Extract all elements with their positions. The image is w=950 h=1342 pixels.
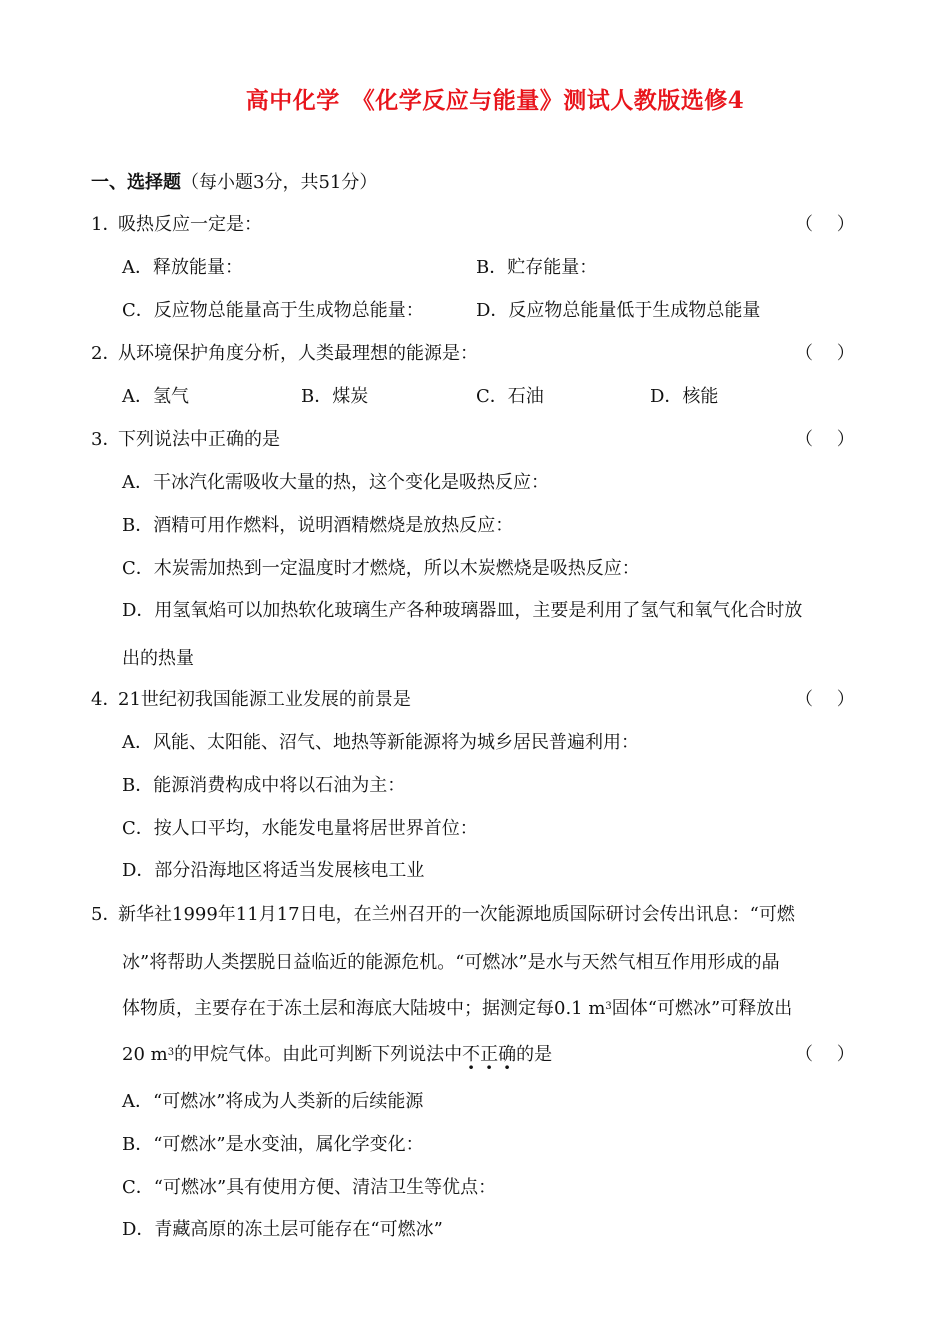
question-2-options — [0, 385, 950, 409]
option-d: D．部分沿海地区将适当发展核电工业 — [122, 860, 425, 881]
option-d: D．反应物总能量低于生成物总能量 — [476, 300, 761, 321]
question-5-line-3 — [122, 997, 792, 1021]
question-2 — [0, 342, 950, 366]
question-number: 3． — [91, 429, 121, 450]
option-a: A．氢气 — [122, 386, 189, 407]
superscript: 3 — [167, 1047, 175, 1058]
answer-blank: （ ） — [795, 343, 855, 364]
question-text: 固体“可燃冰”可释放出 — [611, 998, 793, 1019]
question-1-options-row-1 — [0, 256, 950, 280]
option-b: B．贮存能量： — [476, 257, 598, 278]
option-a: A．风能、太阳能、沼气、地热等新能源将为城乡居民普遍利用： — [122, 732, 639, 753]
answer-blank: （ ） — [795, 1044, 855, 1065]
option-d: D．用氢氧焰可以加热软化玻璃生产各种玻璃器皿，主要是利用了氢气和氧气化合时放 — [122, 600, 803, 621]
answer-blank: （ ） — [795, 689, 855, 710]
question-5-line-1 — [0, 903, 950, 927]
section-heading-label: 一、选择题 — [91, 172, 181, 193]
option-b: B．酒精可用作燃料，说明酒精燃烧是放热反应： — [122, 515, 514, 536]
option-c: C．石油 — [476, 386, 544, 407]
page-title: 高中化学 《化学反应与能量》测试人教版选修4 — [245, 87, 745, 114]
question-text: 从环境保护角度分析，人类最理想的能源是： — [118, 343, 478, 364]
question-4 — [0, 688, 950, 712]
question-text — [122, 1043, 552, 1067]
option-c: C．“可燃冰”具有使用方便、清洁卫生等优点： — [122, 1177, 497, 1198]
emphasis-char: 正 — [480, 1044, 499, 1065]
section-heading-note: （每小题3分，共51分） — [181, 172, 378, 193]
question-number: 1． — [91, 214, 121, 235]
question-number: 5． — [91, 904, 121, 925]
question-5-line-2: 冰”将帮助人类摆脱日益临近的能源危机。“可燃冰”是水与天然气相互作用形成的晶 — [122, 952, 780, 973]
question-text: 的甲烷气体。由此可判断下列说法中 — [174, 1044, 463, 1065]
emphasis-char: 确 — [498, 1044, 517, 1065]
option-b: B．煤炭 — [301, 386, 369, 407]
option-c: C．按人口平均，水能发电量将居世界首位： — [122, 818, 478, 839]
answer-blank: （ ） — [795, 214, 855, 235]
question-text: 21世纪初我国能源工业发展的前景是 — [118, 689, 411, 710]
question-text: 体物质，主要存在于冻土层和海底大陆坡中；据测定每0.1 m — [122, 998, 606, 1019]
question-text: 20 m — [122, 1044, 168, 1065]
section-heading — [91, 171, 377, 195]
question-text: 的是 — [516, 1044, 553, 1065]
question-number: 2． — [91, 343, 121, 364]
question-text: 下列说法中正确的是 — [118, 429, 280, 450]
option-d: D．核能 — [650, 386, 719, 407]
question-text: 吸热反应一定是： — [118, 214, 262, 235]
option-d: D．青藏高原的冻土层可能存在“可燃冰” — [122, 1219, 443, 1240]
question-3 — [0, 428, 950, 452]
option-c: C．木炭需加热到一定温度时才燃烧，所以木炭燃烧是吸热反应： — [122, 558, 640, 579]
option-d-continuation: 出的热量 — [122, 648, 194, 669]
question-1 — [0, 213, 950, 237]
option-a: A．“可燃冰”将成为人类新的后续能源 — [122, 1091, 424, 1112]
option-c: C．反应物总能量高于生成物总能量： — [122, 300, 424, 321]
option-a: A．释放能量： — [122, 257, 243, 278]
question-1-options-row-2 — [0, 299, 950, 323]
superscript: 3 — [605, 1001, 612, 1012]
question-text: 新华社1999年11月17日电，在兰州召开的一次能源地质国际研讨会传出讯息：“可燃 — [118, 904, 795, 925]
answer-blank: （ ） — [795, 429, 855, 450]
question-5-line-4 — [0, 1043, 950, 1067]
option-a: A．干冰汽化需吸收大量的热，这个变化是吸热反应： — [122, 472, 549, 493]
option-b: B．“可燃冰”是水变油，属化学变化： — [122, 1134, 424, 1155]
question-number: 4． — [91, 689, 121, 710]
option-b: B．能源消费构成中将以石油为主： — [122, 775, 406, 796]
emphasis-char: 不 — [462, 1044, 481, 1065]
